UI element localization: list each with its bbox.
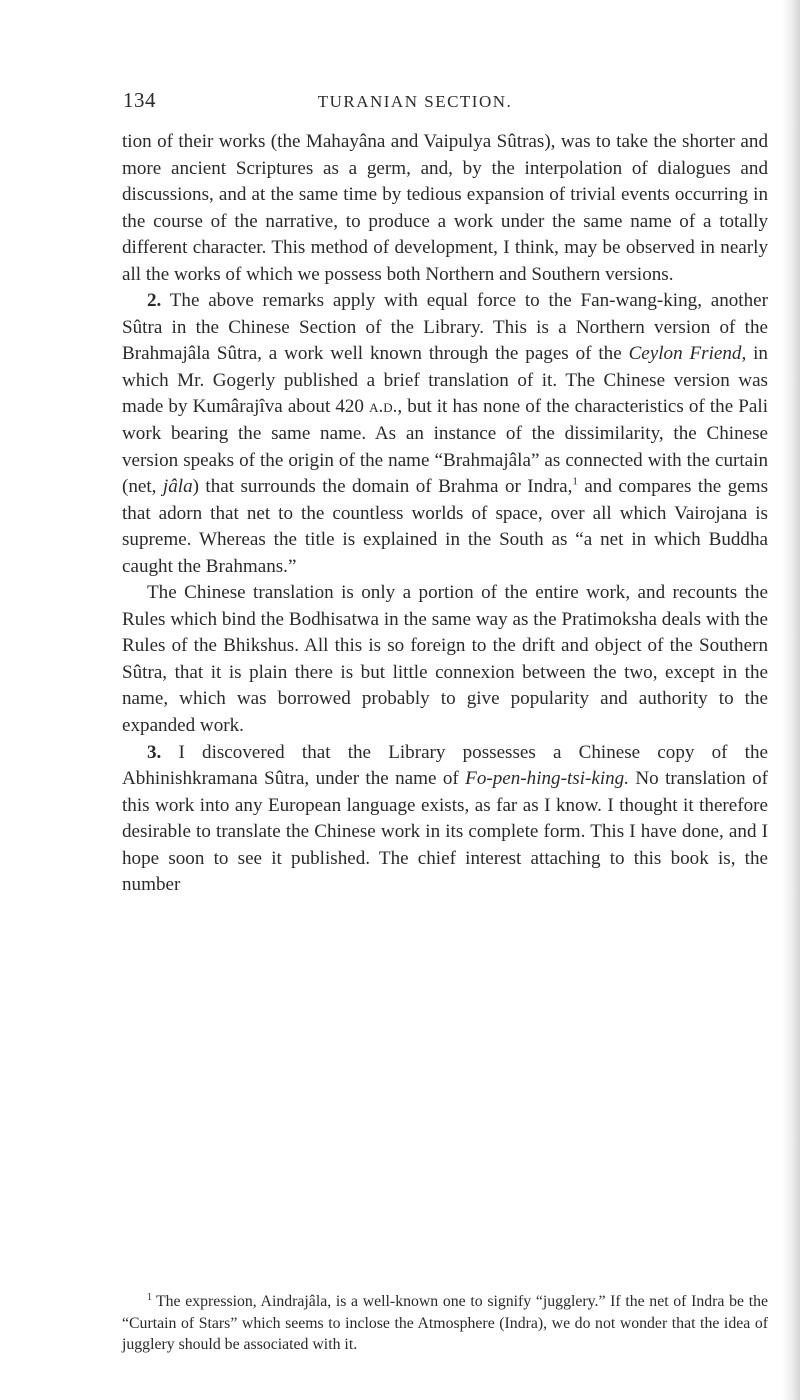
text-run: I discovered that the Library possesses a Chinese copy of the Abhinishkramana Sûtra, under the name of	[122, 741, 768, 790]
text-run: in which Mr. Gogerly published a brief translation of it. The Chinese version was made by Kumârajîva about 420	[122, 343, 768, 418]
italic-title-fo-pen-hing: Fo-pen-hing-tsi-king.	[465, 768, 630, 790]
running-head: TURANIAN SECTION.	[317, 92, 513, 111]
paragraph-section-3	[122, 740, 768, 899]
text-run: ) that surrounds the domain of Brahma or Indra,	[192, 476, 573, 498]
body-text	[122, 129, 768, 899]
era-abbreviation: a.d.	[369, 396, 398, 418]
footnote-text: The expression, Aindrajâla, is a well-known one to signify “jugglery.” If the net of Indra be the “Curtain of Stars” which seems to inclose the Atmosphere (Indra), we do not wonder that the idea of jugglery should be associated with it.	[122, 1293, 768, 1353]
section-number: 2.	[147, 290, 162, 312]
paragraph-section-2	[122, 288, 768, 580]
text-run: The above remarks apply with equal force to the Fan-wang-king, another Sûtra in the Chinese Section of the Library. This is a Northern version of the Brahmajâla Sûtra, a work well known through the pages of the	[122, 290, 768, 365]
text-run: and compares the gems that adorn that net to the countless worlds of space, over all which Vairojana is supreme. Whereas the title is explained in the South as “a net in which Buddha caught the Brahmans.”	[122, 476, 768, 577]
footnotes	[122, 1291, 768, 1356]
footnote	[122, 1291, 768, 1356]
section-number: 3.	[147, 741, 162, 763]
footnote-number: 1	[147, 1291, 152, 1303]
page-edge-shadow	[782, 0, 800, 1400]
page-number: 134	[123, 88, 156, 112]
italic-term-jala: jâla	[162, 476, 193, 498]
paragraph-chinese-translation: The Chinese translation is only a portion of the entire work, and recounts the Rules which bind the Bodhisatwa in the same way as the Pratimoksha deals with the Rules of the Bhikshus. All this is so foreign to the drift and object of the Southern Sûtra, that it is plain there is but little connexion between the two, except in the name, which was borrowed probably to give popularity and authority to the expanded work.	[122, 582, 768, 737]
text-run: No translation of this work into any European language exists, as far as I know. I thought it therefore desirable to translate the Chinese work in its complete form. This I have done, and I hope soon to see it published. The chief interest attaching to this book is, the number	[122, 768, 768, 896]
italic-title-ceylon-friend: Ceylon Friend,	[628, 343, 747, 365]
paragraph-continued: tion of their works (the Mahayâna and Vaipulya Sûtras), was to take the shorter and more ancient Scriptures as a germ, and, by the interpolation of dialogues and discussions, and at the same time by tedious expansion of trivial events occurring in the course of the narrative, to produce a work under the same name of a totally different character. This method of development, I think, may be observed in nearly all the works of which we possess both Northern and Southern versions.	[122, 131, 768, 285]
text-run: , but it has none of the characteristics of the Pali work bearing the same name. As an instance of the dissimilarity, the Chinese version speaks of the origin of the name “Brahmajâla” as connected with the curtain (net,	[122, 396, 768, 498]
footnote-marker: 1	[572, 475, 578, 488]
